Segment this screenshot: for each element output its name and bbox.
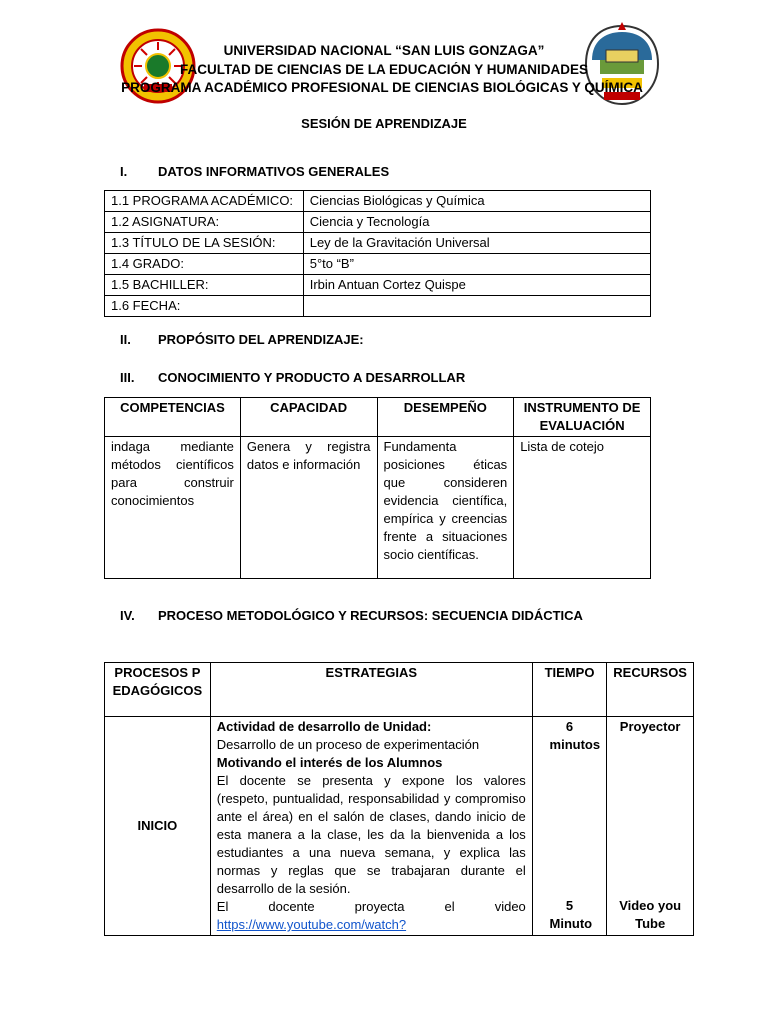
info-label: 1.3 TÍTULO DE LA SESIÓN: <box>105 233 304 254</box>
university-name: UNIVERSIDAD NACIONAL “SAN LUIS GONZAGA” <box>223 43 545 58</box>
activity-title: Actividad de desarrollo de Unidad: <box>216 719 432 734</box>
time-1: 6 minutos <box>549 719 601 752</box>
resource-2: Video you Tube <box>619 898 682 931</box>
section-3-number: III. <box>120 370 135 385</box>
table-row <box>105 191 651 212</box>
time-cell <box>532 717 607 936</box>
faculty-name: FACULTAD DE CIENCIAS DE LA EDUCACIÓN Y HUMANIDADES <box>179 62 589 77</box>
performance-cell: Fundamenta posiciones éticas que consideren evidencia científica, empírica y creencias frente a situaciones socio científicas. <box>377 437 514 579</box>
info-value: Ciencia y Tecnología <box>303 212 650 233</box>
info-table <box>104 190 651 317</box>
table-row <box>105 275 651 296</box>
info-label: 1.5 BACHILLER: <box>105 275 304 296</box>
motivation-text: El docente se presenta y expone los valores (respeto, puntualidad, responsabilidad y compromiso ante el área) en el salón de clases, dando inicio de esta manera a la clase, les da la bienvenida a los estudiantes a una nueva semana, y explica las normas y reglas que se trabajaran durante el desarrollo de la sesión. <box>216 773 526 896</box>
info-label: 1.1 PROGRAMA ACADÉMICO: <box>105 191 304 212</box>
section-4-number: IV. <box>120 608 135 623</box>
activity-description: Desarrollo de un proceso de experimentación <box>216 737 480 752</box>
table-row <box>105 233 651 254</box>
sequence-table <box>104 662 694 936</box>
info-label: 1.2 ASIGNATURA: <box>105 212 304 233</box>
column-header: INSTRUMENTO DE EVALUACIÓN <box>514 398 651 437</box>
competencies-table <box>104 397 651 579</box>
table-row <box>105 254 651 275</box>
info-value <box>303 296 650 317</box>
section-2-number: II. <box>120 332 131 347</box>
info-value: Irbin Antuan Cortez Quispe <box>303 275 650 296</box>
column-header: PROCESOS PEDAGÓGICOS <box>105 663 211 717</box>
section-2-title: PROPÓSITO DEL APRENDIZAJE: <box>158 332 364 347</box>
strategy-cell <box>210 717 532 936</box>
instrument-cell: Lista de cotejo <box>514 437 651 579</box>
info-value: Ley de la Gravitación Universal <box>303 233 650 254</box>
info-label: 1.6 FECHA: <box>105 296 304 317</box>
table-header-row <box>105 663 694 717</box>
video-text: El docente proyecta el video <box>216 899 526 914</box>
table-row <box>105 296 651 317</box>
info-value: 5°to “B” <box>303 254 650 275</box>
column-header: CAPACIDAD <box>240 398 377 437</box>
column-header: TIEMPO <box>532 663 607 717</box>
program-name: PROGRAMA ACADÉMICO PROFESIONAL DE CIENCIAS BIOLÓGICAS Y QUÍMICA <box>121 80 643 95</box>
table-row <box>105 437 651 579</box>
competency-cell: indaga mediante métodos científicos para construir conocimientos <box>105 437 241 579</box>
time-2: 5 Minuto <box>549 898 593 931</box>
resource-1: Proyector <box>619 719 681 734</box>
table-row <box>105 212 651 233</box>
table-row <box>105 717 694 936</box>
section-3-title: CONOCIMIENTO Y PRODUCTO A DESARROLLAR <box>158 370 466 385</box>
process-cell: INICIO <box>105 717 211 936</box>
video-link[interactable]: https://www.youtube.com/watch? <box>216 917 407 932</box>
info-label: 1.4 GRADO: <box>105 254 304 275</box>
column-header: ESTRATEGIAS <box>210 663 532 717</box>
capacity-cell: Genera y registra datos e información <box>240 437 377 579</box>
motivation-title: Motivando el interés de los Alumnos <box>216 755 443 770</box>
section-1-title: DATOS INFORMATIVOS GENERALES <box>158 164 390 179</box>
section-4-title: PROCESO METODOLÓGICO Y RECURSOS: SECUENCIA DIDÁCTICA <box>158 608 583 623</box>
column-header: RECURSOS <box>607 663 694 717</box>
section-1-number: I. <box>120 164 128 179</box>
page-title: SESIÓN DE APRENDIZAJE <box>301 116 467 131</box>
info-value: Ciencias Biológicas y Química <box>303 191 650 212</box>
column-header: DESEMPEÑO <box>377 398 514 437</box>
column-header: COMPETENCIAS <box>105 398 241 437</box>
table-header-row <box>105 398 651 437</box>
resources-cell <box>607 717 694 936</box>
